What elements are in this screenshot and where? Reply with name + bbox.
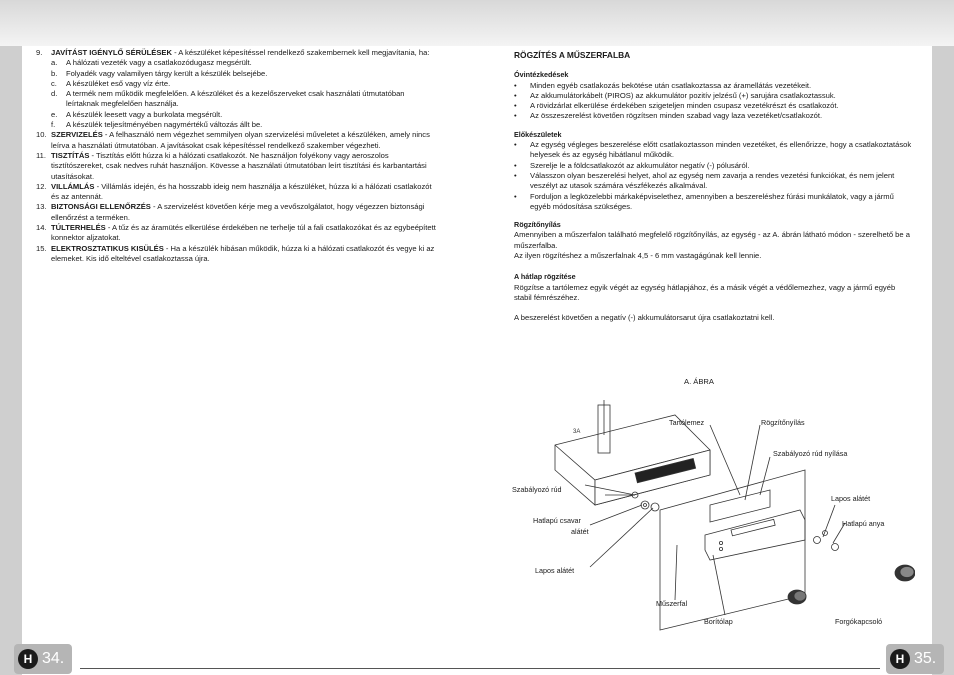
bracket-heading: Rögzítőnyílás: [514, 220, 561, 230]
installation-diagram: [505, 395, 915, 635]
bullet-icon: •: [514, 90, 517, 100]
language-badge-right: H: [890, 649, 910, 669]
item-heading: TÚLTERHELÉS: [51, 223, 106, 233]
label-hex-nut: Hatlapú anya: [842, 519, 885, 528]
label-hex-bolt: Hatlapú csavar: [533, 516, 581, 525]
sub-item-text: A készülék teljesítményében nagymértékű változás állt be.: [66, 120, 263, 130]
bullet-item: [514, 171, 914, 192]
sub-item: [36, 58, 436, 68]
precautions-list: [514, 81, 914, 122]
dashboard-mounting-section: [514, 50, 914, 324]
item-heading: ELEKTROSZTATIKUS KISÜLÉS: [51, 243, 164, 253]
label-rod-hole: Szabályozó rúd nyílása: [773, 449, 848, 458]
bullet-text: Az összeszerelést követően rögzítsen minden szabad vagy laza vezetéket/csatlakozót.: [530, 111, 823, 121]
bullet-icon: •: [514, 160, 517, 170]
label-flat-washer-1: Lapos alátét: [831, 494, 871, 503]
sub-item-text: A készüléket eső vagy víz érte.: [66, 78, 171, 88]
language-badge: H: [18, 649, 38, 669]
label-flat-washer-2: Lapos alátét: [535, 566, 575, 575]
bullet-icon: •: [514, 140, 517, 150]
rear-mount-heading: A hátlap rögzítése: [514, 272, 576, 282]
sub-item: [36, 69, 436, 79]
list-item: [36, 223, 436, 244]
sub-item: [36, 120, 436, 130]
item-number: 11.: [36, 150, 46, 160]
sub-item-text: A hálózati vezeték vagy a csatlakozódugasz megsérült.: [66, 58, 252, 68]
preparation-list: [514, 140, 914, 212]
item-number: 10.: [36, 130, 47, 140]
bracket-text-1: Amennyiben a műszerfalon található megfelelő rögzítőnyílás, az egység - az A. ábrán látható módon - szerelhető be a műszerfalba.: [514, 230, 910, 250]
sub-item-letter: b.: [51, 68, 58, 78]
list-item: [36, 244, 436, 265]
bullet-icon: •: [514, 170, 517, 180]
list-item: [36, 130, 436, 151]
installation-figure: [505, 395, 915, 635]
sub-item-letter: d.: [51, 89, 58, 99]
item-heading: VILLÁMLÁS: [51, 181, 95, 191]
bullet-text: Válasszon olyan beszerelési helyet, ahol az egység nem zavarja a rendes vezetési funkciókat, és nem jelent veszélyt az utasok számára vészfékezés alkalmával.: [530, 170, 895, 191]
bullet-text: A rövidzárlat elkerülése érdekében szigeteljen minden csupasz vezetékrészt és csatlakozót.: [530, 101, 839, 111]
item-number: 15.: [36, 243, 47, 253]
bullet-text: Minden egyéb csatlakozás bekötése után csatlakoztassa az áramellátás vezetékeit.: [530, 80, 812, 90]
right-margin-bar: [932, 46, 954, 675]
bullet-text: Az akkumulátorkábelt (PIROS) az akkumulátor pozitív jelzésű (+) sarujára csatlakoztassuk.: [530, 90, 836, 100]
item-text: - Villámlás idején, és ha hosszabb ideig nem használja a készüléket, húzza ki a hálózati csatlakozót és az antennát.: [51, 181, 432, 202]
sub-item: [36, 89, 436, 110]
bullet-icon: •: [514, 191, 517, 201]
final-note: A beszerelést követően a negatív (-) akkumulátorsarut újra csatlakoztatni kell.: [514, 313, 775, 323]
bullet-item: [514, 192, 914, 213]
item-text: - A tűz és az áramütés elkerülése érdekében ne terhelje túl a fali csatlakozókat és az egybeépített konnektor aljzatokat.: [51, 223, 436, 243]
label-hex-bolt-washer: alátét: [571, 527, 589, 536]
rear-mount-text: Rögzítse a tartólemez egyik végét az egység hátlapjához, és a másik végét a védőlemezhez, vagy a jármű egyéb stabil fémrészéhez.: [514, 282, 896, 302]
item-heading: TISZTÍTÁS: [51, 150, 90, 160]
bullet-text: Forduljon a legközelebbi márkaképviselethez, amennyiben a beszereléshez fúrási munkálatok, vagy a jármű egyéb módosítása szükséges.: [530, 191, 894, 211]
item-text: - A felhasználó nem végezhet semmilyen olyan szervizelési műveletet a készüléken, amely nincs leírva a használati útmutatóban. A javításokat csak képesítéssel rendelkező szakember végezheti.: [51, 130, 430, 150]
sub-item-text: A készülék leesett vagy a burkolata megsérült.: [66, 109, 223, 119]
list-item: [36, 202, 436, 223]
label-knob: Forgókapcsoló: [835, 617, 883, 626]
trim-plate: [705, 510, 805, 560]
bullet-item: [514, 101, 914, 111]
item-text: - A szervizelést követően kérje meg a vevőszolgálatot, hogy végezzen biztonsági ellenőrzést a terméken.: [51, 202, 425, 222]
section-title: RÖGZÍTÉS A MŰSZERFALBA: [514, 50, 631, 60]
bullet-item: [514, 140, 914, 161]
safety-instructions-list: [36, 48, 436, 264]
bullet-item: [514, 81, 914, 91]
list-item: [36, 48, 436, 58]
label-dashboard: Műszerfal: [656, 599, 688, 608]
bullet-item: [514, 91, 914, 101]
item-number: 9.: [36, 48, 43, 57]
bullet-icon: •: [514, 101, 517, 111]
svg-text:3A: 3A: [573, 429, 581, 435]
list-item: [36, 151, 436, 182]
bullet-icon: •: [514, 80, 517, 90]
label-adjust-rod: Szabályozó rúd: [512, 485, 562, 494]
item-number: 14.: [36, 223, 47, 233]
item-text: - A készüléket képesítéssel rendelkező szakembernek kell megjavítania, ha:: [171, 48, 430, 57]
item-heading: JAVÍTÁST IGÉNYLŐ SÉRÜLÉSEK: [51, 48, 172, 57]
item-number: 12.: [36, 181, 47, 191]
bullet-text: Az egység végleges beszerelése előtt csatlakoztasson minden vezetéket, és ellenőrizze, hogy a csatlakoztatások helyesek és az egység hibátlanul működik.: [530, 140, 912, 160]
page-badge-right: [886, 644, 944, 674]
sub-item-text: Folyadék vagy valamilyen tárgy került a készülék belsejébe.: [66, 68, 268, 78]
item-heading: BIZTONSÁGI ELLENŐRZÉS: [51, 202, 151, 212]
sub-item-text: A termék nem működik megfelelően. A készüléket és a kezelőszerveket csak használati útmutatóban leírtaknak megfelelően használja.: [66, 89, 405, 109]
header-band: [0, 0, 954, 46]
bullet-item: [514, 161, 914, 171]
precautions-heading: Óvintézkedések: [514, 70, 569, 80]
footer-rule: [80, 668, 880, 669]
list-item: [36, 182, 436, 203]
label-mounting-hole: Rögzítőnyílás: [761, 418, 805, 427]
item-number: 13.: [36, 202, 47, 212]
page-badge-left: [14, 644, 72, 674]
sub-item-letter: a.: [51, 58, 58, 68]
label-mounting-plate: Tartólemez: [669, 418, 705, 427]
item-heading: SZERVIZELÉS: [51, 130, 103, 140]
bullet-text: Szerelje le a földcsatlakozót az akkumulátor negatív (-) pólusáról.: [530, 160, 750, 170]
sub-item-letter: e.: [51, 109, 58, 119]
bracket-text-2: Az ilyen rögzítéshez a műszerfalnak 4,5 - 6 mm vastagágúnak kell lennie.: [514, 251, 762, 261]
sub-item-letter: c.: [51, 78, 57, 88]
preparation-heading: Előkészületek: [514, 129, 562, 139]
item-text: - Tisztítás előtt húzza ki a hálózati csatlakozót. Ne használjon folyékony vagy aeroszolos tisztítószereket, csak nedves ruhát használjon. Kövesse a használati útmutatóban leírt tisztítási és karbantartási utasításokat.: [51, 150, 427, 181]
bullet-item: [514, 111, 914, 121]
sub-item: [36, 79, 436, 89]
left-margin-bar: [0, 46, 22, 675]
page-number-left: 34.: [42, 650, 65, 667]
sub-item: [36, 110, 436, 120]
bullet-icon: •: [514, 111, 517, 121]
figure-title: A. ÁBRA: [684, 377, 714, 386]
sub-item-letter: f.: [51, 120, 56, 130]
page-number-right: 35.: [914, 650, 937, 667]
item-text: - Ha a készülék hibásan működik, húzza ki a hálózati csatlakozót és vegye ki az elemeket. Kis idő elteltével csatlakoztassa újra.: [51, 243, 435, 263]
label-trim-plate: Borítólap: [704, 617, 733, 626]
